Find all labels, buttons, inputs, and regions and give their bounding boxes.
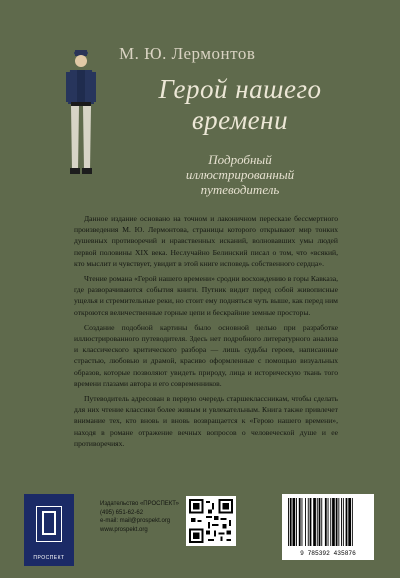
barcode-bar — [293, 498, 296, 546]
subtitle-line-2: иллюстрированный — [185, 167, 295, 182]
barcode-bar — [288, 498, 289, 546]
annotation-paragraph: Данное издание основано на точном и лаконичном пересказе бессмертного произведения М. Ю. Лермонтова, страницы которого открывают мир тонких душевных противоречий и нравственных исканий, волновавших умы людей первой половины XIX века. Неслучайно Белинский писал о том, что «всякий, кто мыслит и чувствует, увидит в этой книге исповедь собственного сердца». — [74, 214, 338, 268]
publisher-email: e-mail: mail@prospekt.org — [100, 518, 171, 524]
publisher-logo — [24, 494, 74, 566]
barcode-bar — [352, 498, 353, 546]
barcode-icon — [282, 498, 374, 550]
title-line-2: времени — [191, 105, 289, 135]
barcode-bar — [321, 498, 322, 546]
barcode-bar — [319, 498, 321, 546]
barcode-bar — [343, 498, 344, 546]
book-title — [100, 74, 380, 136]
annotation-paragraph: Путеводитель адресован в первую очередь старшеклассникам, чтобы сделать для них чтение классики более живым и увлекательным. Книга также привлечет внимание тех, кто вновь и вновь возвращается к «Герою нашего времени», находя в романе отражение вечных вопросов о человеческой душе и ее противоречиях. — [74, 394, 338, 448]
barcode-bar — [328, 498, 329, 546]
barcode-bar — [330, 498, 331, 546]
barcode-bar — [302, 498, 303, 546]
publisher-name: Издательство «ПРОСПЕКТ» — [100, 501, 180, 507]
publisher-website: www.prospekt.org — [100, 526, 148, 533]
barcode-bar — [336, 498, 338, 546]
isbn-barcode — [282, 494, 374, 560]
publisher-phone: (495) 651-62-62 — [100, 509, 144, 516]
barcode-bar — [325, 498, 327, 546]
barcode-bar — [299, 498, 301, 546]
subtitle-line-3: путеводитель — [200, 182, 280, 197]
barcode-bar — [296, 498, 297, 546]
barcode-bar — [313, 498, 316, 546]
barcode-bar — [348, 498, 351, 546]
qr-code-icon — [186, 496, 236, 546]
barcode-bar — [305, 498, 306, 546]
barcode-bar — [346, 498, 348, 546]
barcode-bar — [338, 498, 339, 546]
book-subtitle — [140, 152, 340, 197]
author-name: М. Ю. Лермонтов — [119, 44, 256, 63]
annotation-paragraph: Чтение романа «Герой нашего времени» сродни восхождению в горы Кавказа, где разворачиваются события книги. Путник видит перед собой живописные ущелья и стремительные реки, но стоит ему подняться чуть выше, как перед ним откроются величественные горные цепи и бескрайние земные просторы. — [74, 274, 338, 317]
barcode-bar — [317, 498, 318, 546]
barcode-bar — [290, 498, 292, 546]
barcode-bar — [310, 498, 312, 546]
officer-illustration — [58, 44, 104, 184]
barcode-bar — [332, 498, 335, 546]
isbn-digits: 9 785392 435876 — [300, 550, 356, 557]
annotation-text — [74, 213, 338, 453]
title-line-1: Герой нашего — [158, 74, 322, 104]
subtitle-line-1: Подробный — [208, 152, 272, 167]
annotation-paragraph: Создание подобной картины было основной целью при разработке иллюстрированного путеводителя. Здесь нет подробного литературного анализа и классического критического разбора — лишь судьбы героев, написанные страстью, любовью и драмой, красиво оформленные с помощью визуальных образов, которые позволяют увидеть природу, лица и историческую ткань того времени глазами автора и его современников. — [74, 322, 338, 388]
logo-label: ПРОСПЕКТ — [33, 555, 65, 561]
barcode-bar — [308, 498, 309, 546]
barcode-bar — [341, 498, 342, 546]
prospekt-logo-icon — [36, 506, 62, 542]
publisher-info — [100, 500, 180, 534]
